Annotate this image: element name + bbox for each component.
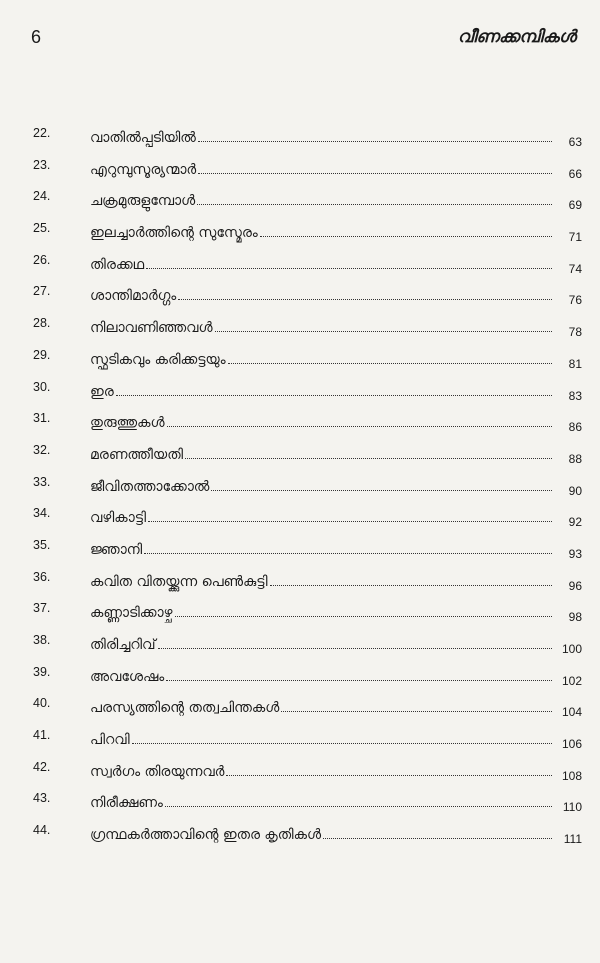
toc-entry	[0, 817, 600, 849]
toc-entry-number: 33.	[33, 474, 51, 489]
toc-dot-leader	[132, 743, 552, 744]
toc-entry-title: തിരക്കഥ	[90, 256, 145, 273]
toc-entry-line	[90, 469, 582, 498]
toc-entry-page: 106	[561, 737, 582, 752]
toc-entry-line	[90, 215, 582, 245]
toc-entry-number: 25.	[33, 221, 51, 236]
toc-entry	[0, 152, 600, 184]
toc-dot-leader	[178, 299, 552, 300]
toc-entry-page: 90	[568, 483, 582, 498]
toc-entry-line	[90, 342, 582, 371]
toc-entry-page: 76	[568, 293, 582, 308]
running-header-title: വീണക്കമ്പികൾ	[457, 27, 576, 47]
toc-entry	[0, 278, 600, 310]
toc-entry-line	[90, 532, 582, 561]
toc-entry-title: ശാന്തിമാർഗ്ഗം	[90, 288, 177, 305]
toc-entry	[0, 469, 600, 501]
toc-entry-title: വാതിൽപ്പടിയിൽ	[90, 130, 196, 146]
toc-entry-number: 43.	[33, 791, 51, 806]
toc-dot-leader	[158, 648, 552, 649]
toc-dot-leader	[197, 204, 552, 205]
toc-dot-leader	[148, 521, 552, 522]
page-number: 6	[31, 27, 42, 47]
toc-entry-page: 78	[568, 325, 582, 340]
toc-entry-number: 27.	[33, 284, 51, 299]
toc-entry-line	[90, 183, 582, 213]
toc-entry-page: 96	[568, 578, 582, 593]
toc-entry-number: 42.	[33, 759, 51, 774]
toc-entry	[0, 342, 600, 374]
toc-entry-number: 36.	[33, 569, 51, 584]
toc-entry-title: മരണത്തീയതി	[90, 446, 184, 463]
toc-entry-title: സ്വർഗം തിരയുന്നവർ	[90, 763, 225, 780]
toc-entry-title: ഇര	[90, 383, 114, 400]
toc-entry-number: 35.	[33, 537, 51, 552]
toc-entry	[0, 405, 600, 437]
toc-entry-number: 39.	[33, 664, 51, 679]
toc-dot-leader	[165, 806, 552, 807]
toc-dot-leader	[116, 395, 552, 396]
toc-entry-number: 37.	[33, 601, 51, 616]
toc-entry-line	[90, 500, 582, 530]
toc-entry-title: അവശേഷം	[90, 668, 165, 685]
toc-entry-line	[90, 437, 582, 466]
toc-dot-leader	[166, 680, 552, 681]
toc-entry-line	[90, 564, 582, 593]
toc-entry	[0, 722, 600, 754]
toc-entry-number: 26.	[33, 252, 51, 267]
toc-dot-leader	[215, 331, 553, 332]
toc-entry-title: വഴികാട്ടി	[90, 510, 146, 527]
toc-dot-leader	[211, 490, 552, 491]
toc-entry-line	[90, 754, 582, 783]
toc-entry-page: 102	[561, 673, 582, 688]
toc-entry	[0, 215, 600, 247]
toc-entry-page: 104	[561, 705, 582, 720]
toc-entry	[0, 183, 600, 215]
toc-entry-page: 71	[568, 230, 582, 245]
toc-entry	[0, 595, 600, 627]
toc-entry-line	[90, 278, 582, 308]
toc-entry-page: 100	[561, 642, 582, 656]
toc-entry-page: 108	[561, 768, 582, 783]
toc-entry-title: ജ്ഞാനി	[90, 541, 143, 558]
toc-dot-leader	[260, 236, 552, 237]
toc-entry	[0, 564, 600, 596]
toc-entry-title: സ്ഫടികവും കരിക്കട്ടയും	[90, 351, 226, 368]
toc-dot-leader	[226, 775, 552, 776]
toc-entry-line	[90, 722, 582, 752]
toc-entry-page: 83	[568, 388, 582, 403]
toc-entry-title: കണ്ണാടിക്കാഴ്ച	[90, 605, 173, 622]
toc-entry-line	[90, 785, 582, 815]
toc-entry-title: പരസ്യത്തിന്റെ തത്വചിന്തകൾ	[90, 700, 280, 717]
toc-entry-line	[90, 374, 582, 403]
toc-entry-number: 23.	[33, 157, 51, 172]
toc-entry-line	[90, 817, 582, 847]
toc-dot-leader	[185, 458, 552, 459]
toc-entry	[0, 247, 600, 279]
toc-dot-leader	[175, 616, 552, 617]
toc-entry-number: 41.	[33, 728, 51, 743]
toc-entry-title: പിറവി	[90, 732, 130, 749]
toc-dot-leader	[281, 711, 552, 712]
toc-entry-line	[90, 247, 582, 276]
toc-entry-number: 28.	[33, 316, 51, 331]
toc-entry-number: 34.	[33, 506, 51, 521]
toc-entry-page: 93	[568, 546, 582, 561]
toc-entry-title: കവിത വിതയ്ക്കുന്ന പെൺകുട്ടി	[90, 573, 268, 590]
toc-entry-page: 86	[568, 420, 582, 435]
toc-entry-title: ഇലച്ചാർത്തിന്റെ സുസ്മേരം	[90, 225, 258, 242]
toc-dot-leader	[198, 141, 552, 142]
toc-entry-title: എറുമ്പുസൂര്യന്മാർ	[90, 161, 197, 178]
toc-entry-number: 38.	[33, 633, 51, 647]
toc-entry	[0, 374, 600, 406]
toc-entry-number: 44.	[33, 823, 51, 838]
toc-entry-number: 24.	[33, 189, 51, 204]
toc-entry-title: നിലാവണിഞ്ഞവൾ	[90, 320, 213, 337]
toc-entry-number: 31.	[33, 411, 51, 426]
toc-dot-leader	[144, 553, 552, 554]
toc-entry-title: തിരിച്ചറിവ്	[90, 637, 156, 653]
toc-entry-line	[90, 152, 582, 181]
toc-entry-line	[90, 659, 582, 688]
toc-dot-leader	[323, 838, 552, 839]
toc-entry-page: 66	[568, 166, 582, 181]
toc-dot-leader	[146, 268, 552, 269]
toc-entry	[0, 754, 600, 786]
toc-entry-line	[90, 627, 582, 656]
toc-entry-title: ജീവിതത്താക്കോൽ	[90, 478, 210, 495]
toc-entry-page: 74	[568, 261, 582, 276]
toc-entry-page: 81	[568, 356, 582, 371]
toc-entry-page: 110	[562, 800, 582, 815]
toc-entry-page: 92	[568, 515, 582, 530]
toc-entry-number: 29.	[33, 347, 51, 362]
toc-entry	[0, 785, 600, 817]
toc-entry	[0, 437, 600, 469]
toc-dot-leader	[198, 173, 552, 174]
toc-entry-line	[90, 310, 582, 340]
table-of-contents	[0, 120, 600, 849]
toc-entry	[0, 659, 600, 691]
toc-entry-page: 63	[568, 135, 582, 149]
toc-entry-line	[90, 120, 582, 149]
toc-dot-leader	[270, 585, 552, 586]
toc-entry-title: ഗ്രന്ഥകർത്താവിന്റെ ഇതര കൃതികൾ	[90, 827, 321, 844]
toc-entry-line	[90, 690, 582, 720]
toc-entry	[0, 500, 600, 532]
toc-entry	[0, 120, 600, 152]
toc-entry-line	[90, 405, 582, 435]
toc-entry-title: തുരുത്തുകൾ	[90, 415, 165, 432]
toc-dot-leader	[167, 426, 553, 427]
toc-entry-number: 32.	[33, 442, 51, 457]
toc-entry-page: 111	[563, 832, 582, 847]
toc-entry-page: 98	[568, 610, 582, 625]
toc-entry	[0, 690, 600, 722]
toc-entry	[0, 627, 600, 659]
toc-entry-line	[90, 595, 582, 625]
toc-entry-title: ചക്രമുരുളുമ്പോൾ	[90, 193, 196, 210]
toc-entry-number: 30.	[33, 379, 51, 394]
toc-dot-leader	[228, 363, 552, 364]
toc-entry	[0, 532, 600, 564]
toc-entry-page: 88	[568, 451, 582, 466]
toc-entry-number: 22.	[33, 126, 51, 140]
toc-entry-number: 40.	[33, 696, 51, 711]
toc-entry-title: നിരീക്ഷണം	[90, 795, 163, 812]
toc-entry	[0, 310, 600, 342]
toc-entry-page: 69	[568, 198, 582, 213]
